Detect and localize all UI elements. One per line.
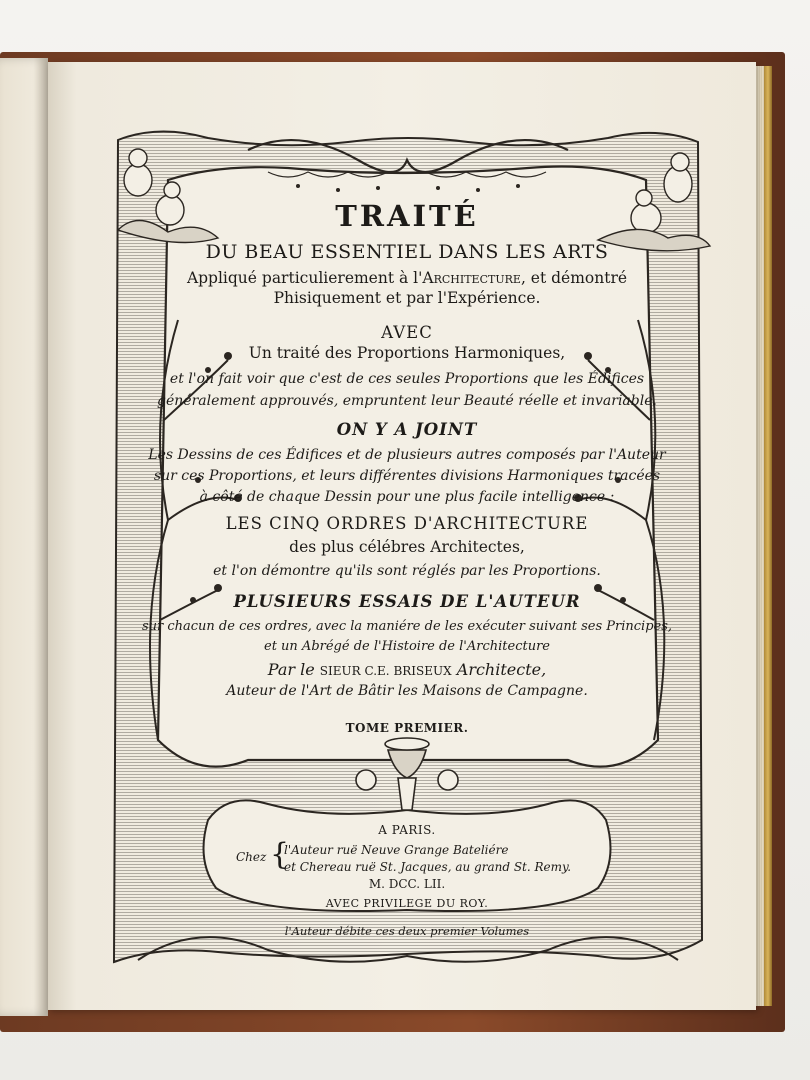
author-post: Architecte, [451,660,547,679]
avec-heading: AVEC [381,323,433,342]
chacun-line-1: sur chacun de ces ordres, avec la maniére de les exécuter suivant ses Principes, [141,619,673,634]
author-line-2: Auteur de l'Art de Bâtir les Maisons de Campagne. [226,683,588,699]
plusieurs-essais-heading: PLUSIEURS ESSAIS DE L'AUTEUR [233,592,581,611]
chacun-line-2: et un Abrégé de l'Histoire de l'Architecture [264,639,550,654]
line-applique [98,271,716,287]
subtitle: DU BEAU ESSENTIEL DANS LES ARTS [205,241,609,263]
publisher-line-2: et Chereau ruë St. Jacques, au grand St. Remy. [284,860,572,874]
celebres-line: des plus célébres Architectes, [289,538,525,556]
brace-glyph: { [270,837,290,872]
dessins-line-3: à côté de chaque Dessin pour une plus facile intelligence : [199,489,615,505]
publisher-line-1: l'Auteur ruë Neuve Grange Bateliére [284,843,509,857]
line-proportions: Un traité des Proportions Harmoniques, [248,344,566,362]
imprint-privilege: AVEC PRIVILEGE DU ROY. [325,897,489,910]
author-pre: Par le [267,660,320,679]
engraved-plate [98,120,716,982]
author-line [98,662,716,678]
imprint-year: M. DCC. LII. [368,877,446,891]
applique-post: , et démontré [520,269,628,287]
imprint-publishers [218,837,618,876]
on-y-a-joint-heading: ON Y A JOINT [336,420,478,439]
applique-caps: Architecture [422,269,521,287]
imprint-city: A PARIS. [378,823,436,837]
applique-pre: Appliqué particulierement à l' [186,269,423,287]
line-phisiquement: Phisiquement et par l'Expérience. [273,289,541,307]
dessins-line-2: sur ces Proportions, et leurs différentes divisions Harmoniques tracées [153,468,661,484]
author-name: SIEUR C.E. BRISEUX [319,664,452,678]
publisher-lines [284,842,571,876]
italic-line-2: généralement approuvés, empruntent leur Beauté réelle et invariable. [157,393,657,409]
cinq-ordres-heading: LES CINQ ORDRES D'ARCHITECTURE [225,514,589,533]
left-page-edge [0,58,48,1016]
title: TRAITÉ [335,199,479,233]
tome-label: TOME PREMIER. [345,721,469,735]
title-text-block [98,120,716,982]
regles-line: et l'on démontre qu'ils sont réglés par les Proportions. [213,563,601,579]
italic-line-1: et l'on fait voir que c'est de ces seules Proportions que les Édifices [169,371,645,387]
gilt-edge [764,66,772,1006]
dessins-line-1: Les Dessins de ces Édifices et de plusieurs autres composés par l'Auteur [148,447,666,463]
imprint-note: l'Auteur débite ces deux premier Volumes [284,924,530,938]
imprint-chez: Chez [236,850,267,864]
